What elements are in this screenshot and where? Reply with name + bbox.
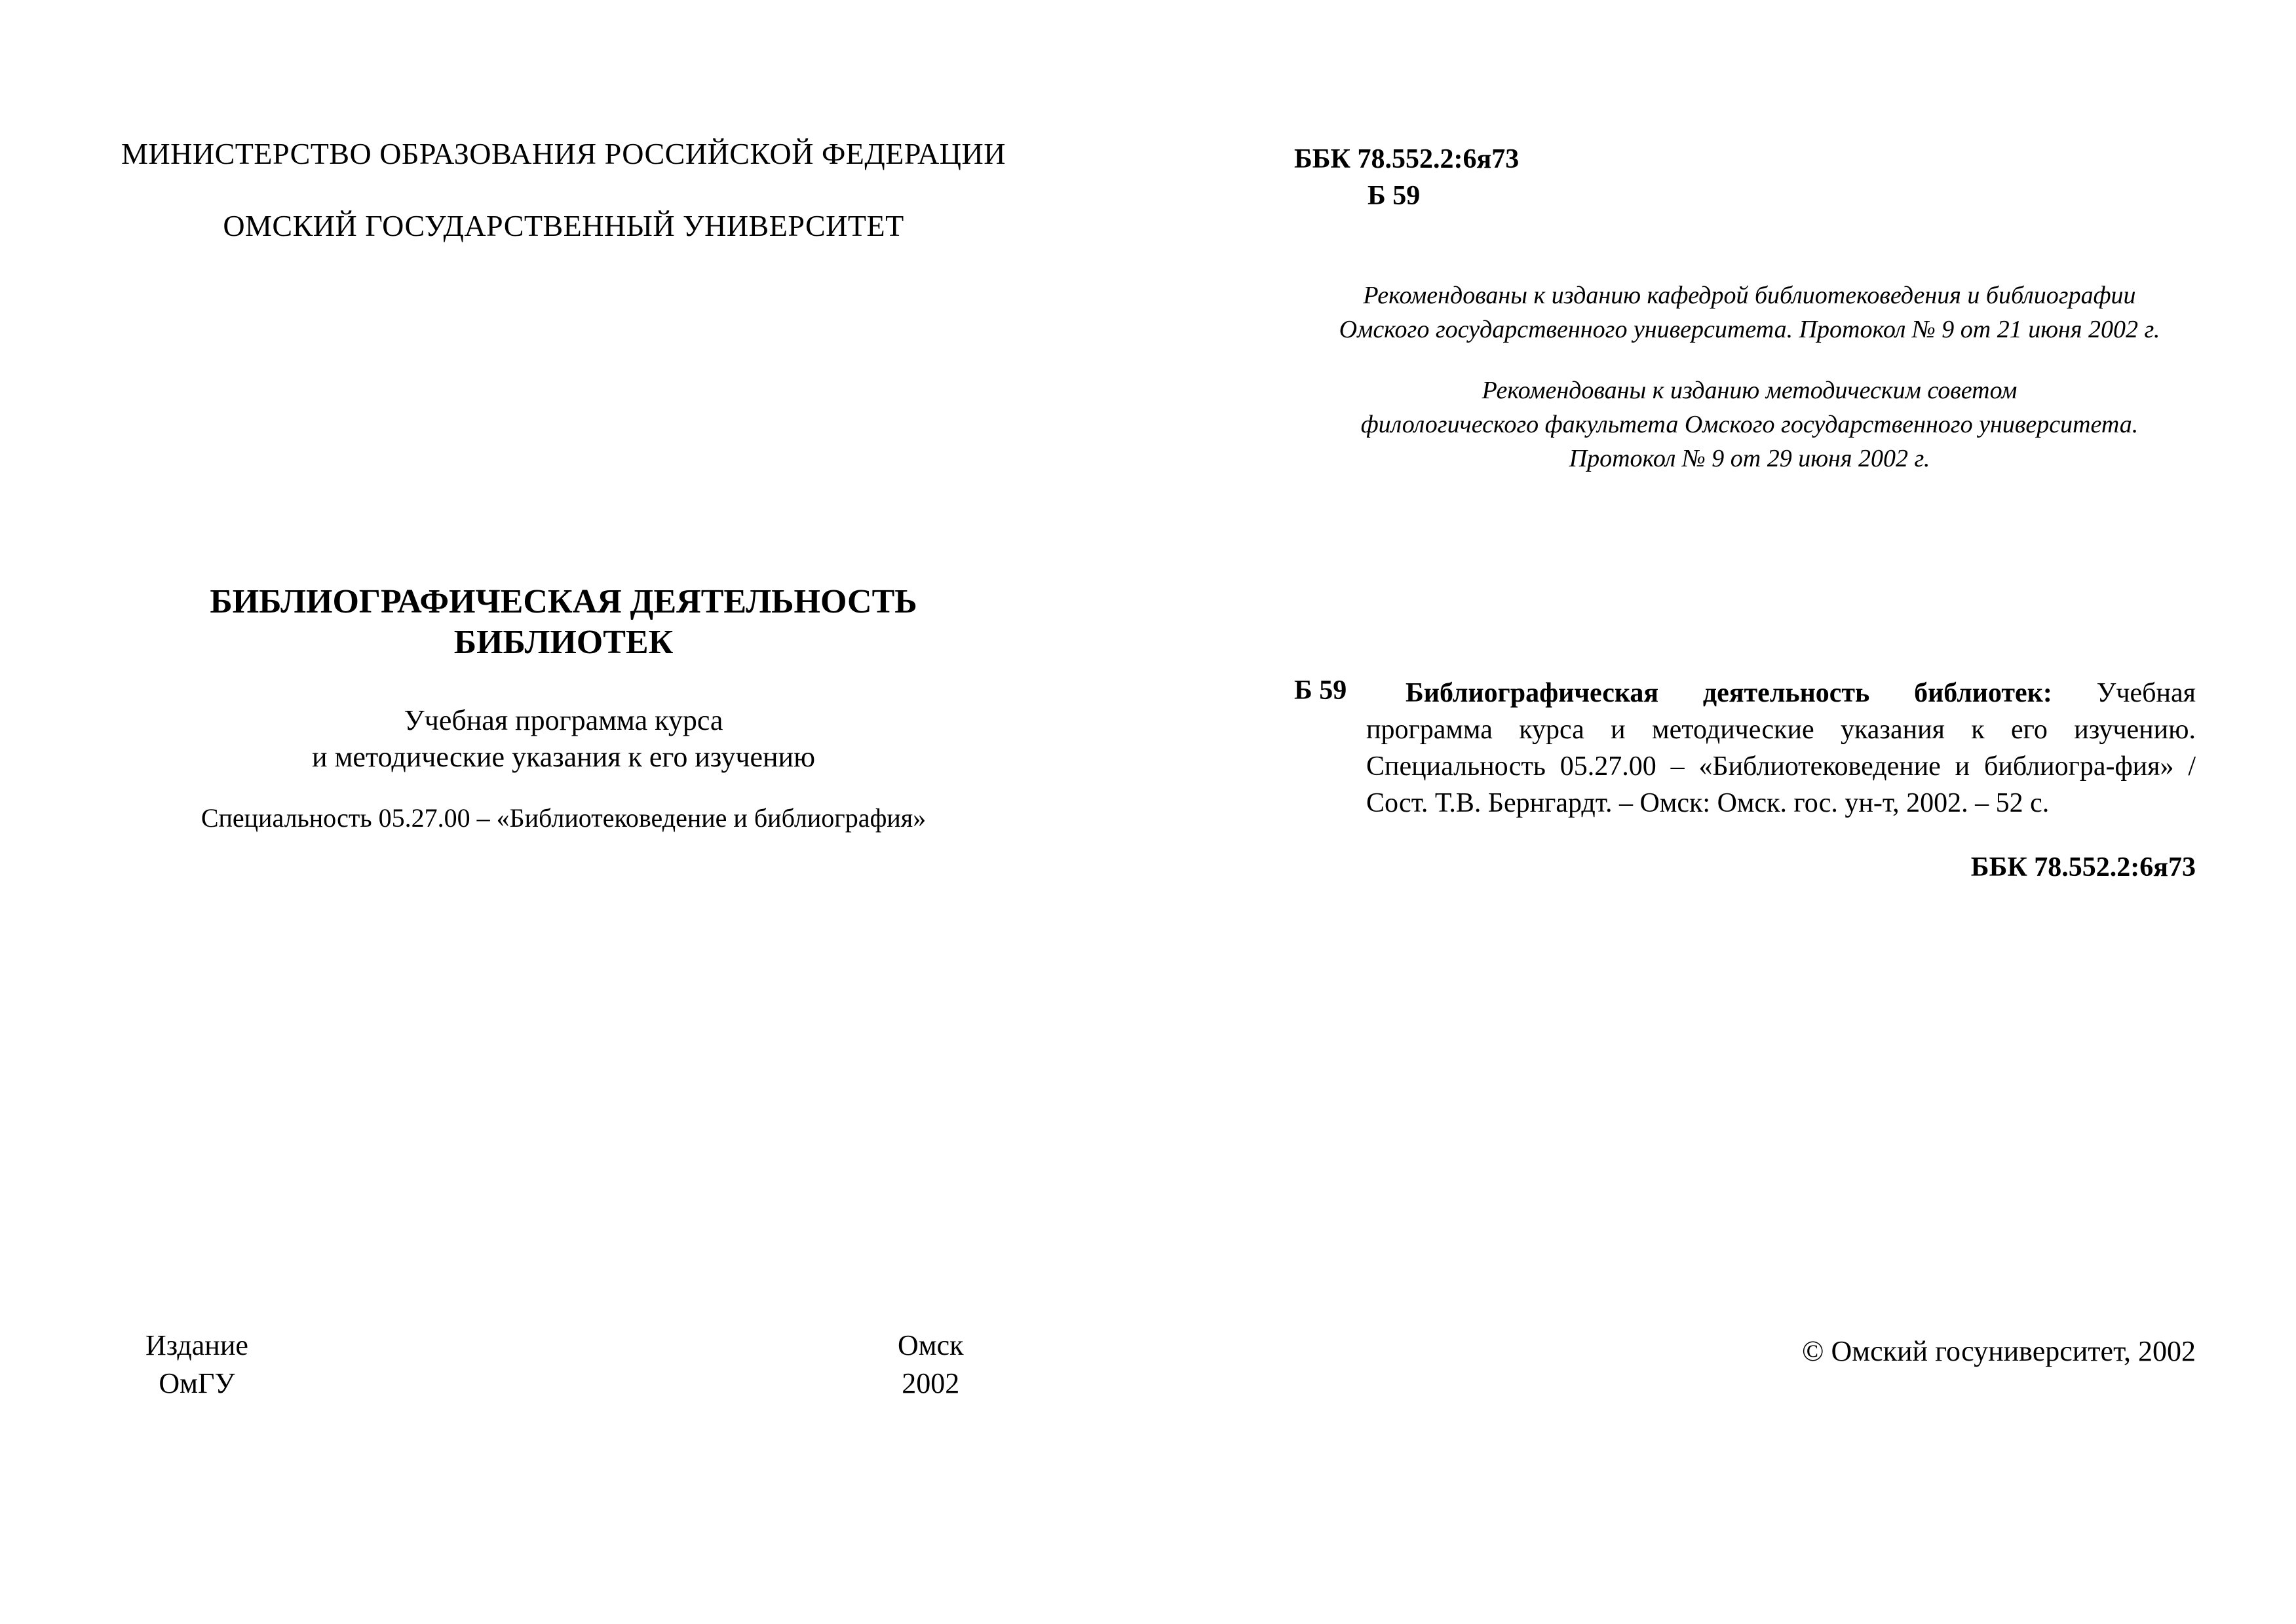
author-sign: Б 59 xyxy=(1368,181,1421,211)
recommendation-council-line2: филологического факультета Омского государственного университета. xyxy=(1360,411,2139,438)
book-title-line2: БИБЛИОТЕК xyxy=(453,624,674,661)
book-title xyxy=(0,582,1127,663)
specialty-line: Специальность 05.27.00 – «Библиотековедение и библиография» xyxy=(201,803,927,833)
catalog-entry-title: Библиографическая деятельность библиотек: xyxy=(1406,678,2052,708)
bbk-code-bottom: ББК 78.552.2:6я73 xyxy=(1970,852,2196,882)
city: Омск xyxy=(898,1329,964,1361)
recommendation-department-line1: Рекомендованы к изданию кафедрой библиотековедения и библиографии xyxy=(1363,282,2136,309)
bbk-header xyxy=(1294,141,1519,214)
recommendation-council-line3: Протокол № 9 от 29 июня 2002 г. xyxy=(1569,445,1930,472)
recommendation-department-line2: Омского государственного университета. Протокол № 9 от 21 июня 2002 г. xyxy=(1339,316,2160,343)
publisher-block xyxy=(145,1327,248,1403)
book-subtitle-line2: и методические указания к его изучению xyxy=(312,741,815,773)
university-heading: ОМСКИЙ ГОСУДАРСТВЕННЫЙ УНИВЕРСИТЕТ xyxy=(223,209,904,242)
recommendation-department xyxy=(1284,278,2215,347)
book-subtitle xyxy=(0,702,1127,776)
recommendation-council xyxy=(1284,373,2215,476)
recommendation-council-line1: Рекомендованы к изданию методическим советом xyxy=(1482,377,2018,404)
book-title-line1: БИБЛИОГРАФИЧЕСКАЯ ДЕЯТЕЛЬНОСТЬ xyxy=(210,583,917,620)
ministry-heading: МИНИСТЕРСТВО ОБРАЗОВАНИЯ РОССИЙСКОЙ ФЕДЕРАЦИИ xyxy=(121,137,1006,170)
catalog-entry-text: Учебная программа курса и методические указания к его изучению. Специальность 05.27.00 – «Библиотековедение и библиогра-фия» / Сост. Т.В. Бернгардт. – Омск: Омск. гос. ун-т, 2002. – 52 с. xyxy=(1366,678,2196,818)
year: 2002 xyxy=(902,1367,960,1399)
city-year-block xyxy=(898,1327,964,1403)
book-subtitle-line1: Учебная программа курса xyxy=(404,704,723,736)
catalog-entry xyxy=(1366,675,2196,821)
copyright-notice: © Омский госуниверситет, 2002 xyxy=(1802,1335,2196,1367)
publisher-line1: Издание xyxy=(145,1329,248,1361)
catalog-entry-label: Б 59 xyxy=(1294,675,1347,706)
bbk-code: ББК 78.552.2:6я73 xyxy=(1294,144,1520,174)
publisher-line2: ОмГУ xyxy=(159,1367,235,1399)
